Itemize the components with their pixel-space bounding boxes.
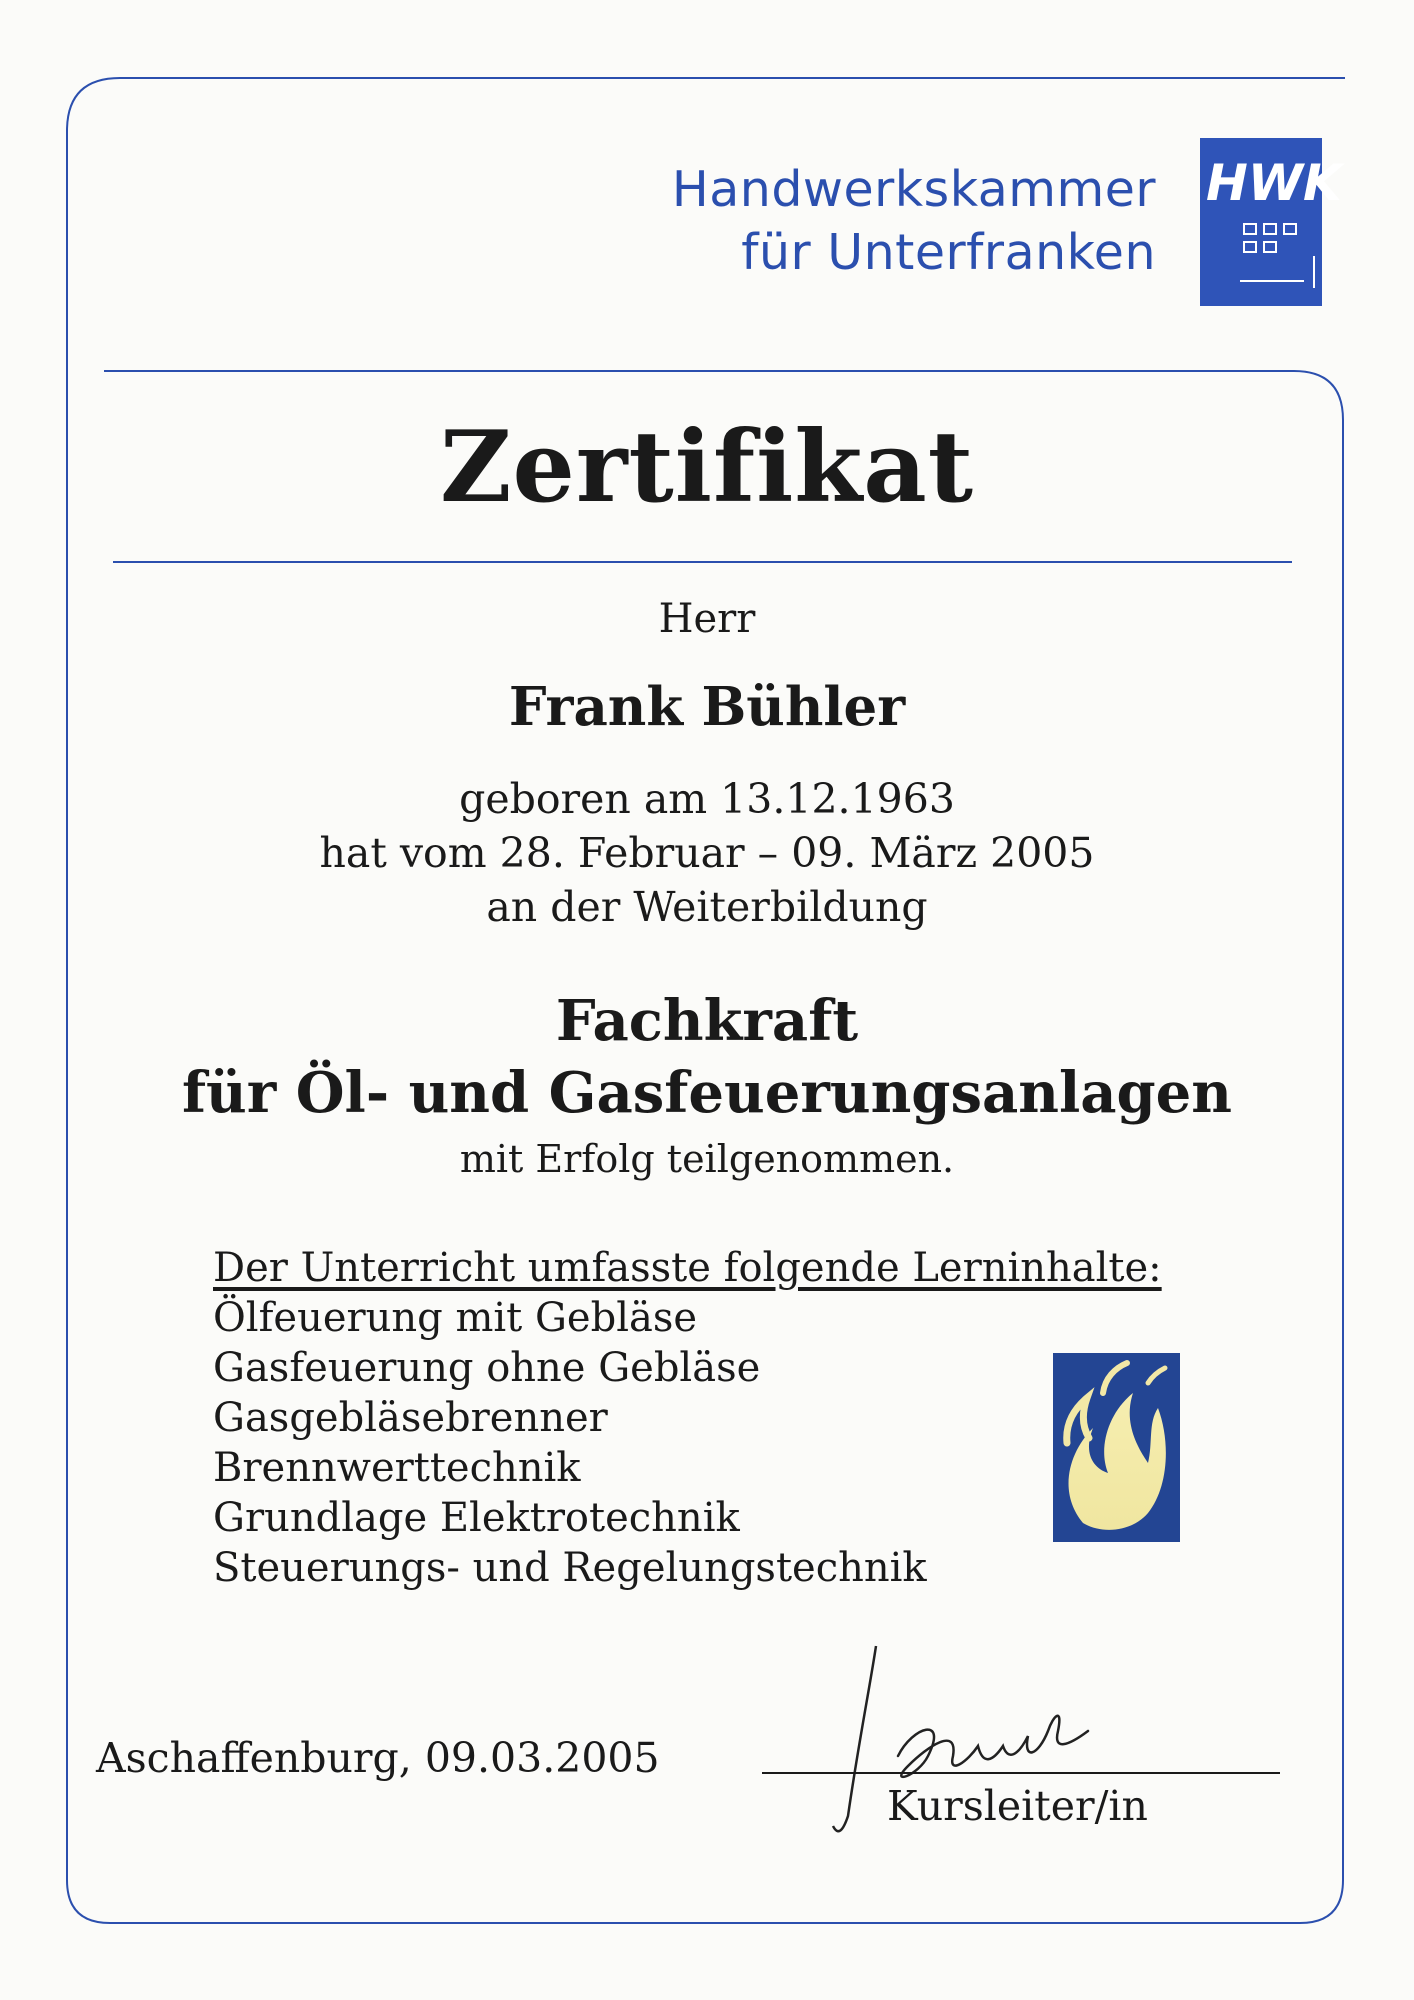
course-details (0, 772, 1414, 934)
contents-item: Gasgebläsebrenner (213, 1395, 608, 1441)
issuer-name-line1: Handwerkskammer (671, 161, 1156, 218)
contents-heading: Der Unterricht umfasste folgende Lerninhalte: (213, 1245, 1162, 1291)
recipient-name: Frank Bühler (508, 676, 906, 738)
course-title (0, 985, 1414, 1129)
issuer-name-line2: für Unterfranken (741, 224, 1156, 281)
certificate-title: Zertifikat (439, 410, 975, 525)
course-intro: an der Weiterbildung (486, 883, 928, 931)
course-title-line2: für Öl- und Gasfeuerungsanlagen (181, 1060, 1233, 1126)
course-result: mit Erfolg teilgenommen. (459, 1137, 955, 1181)
place-and-date: Aschaffenburg, 09.03.2005 (96, 1734, 660, 1782)
hwk-logo-text: HWK (1206, 154, 1342, 212)
birth-date: geboren am 13.12.1963 (459, 775, 955, 823)
learning-contents (213, 1243, 1162, 1593)
contents-item: Steuerungs- und Regelungstechnik (213, 1545, 927, 1591)
issuer-name (672, 158, 1156, 284)
contents-item: Ölfeuerung mit Gebläse (213, 1295, 698, 1341)
course-title-line1: Fachkraft (555, 988, 859, 1054)
flame-icon (1053, 1353, 1180, 1542)
contents-item: Brennwerttechnik (213, 1445, 581, 1491)
hwk-logo-icon (1200, 138, 1342, 306)
signature-line (762, 1772, 1280, 1774)
recipient-salutation: Herr (658, 596, 756, 642)
signer-role: Kursleiter/in (887, 1782, 1148, 1830)
contents-item: Gasfeuerung ohne Gebläse (213, 1345, 761, 1391)
contents-item: Grundlage Elektrotechnik (213, 1495, 740, 1541)
course-period: hat vom 28. Februar – 09. März 2005 (319, 829, 1095, 877)
